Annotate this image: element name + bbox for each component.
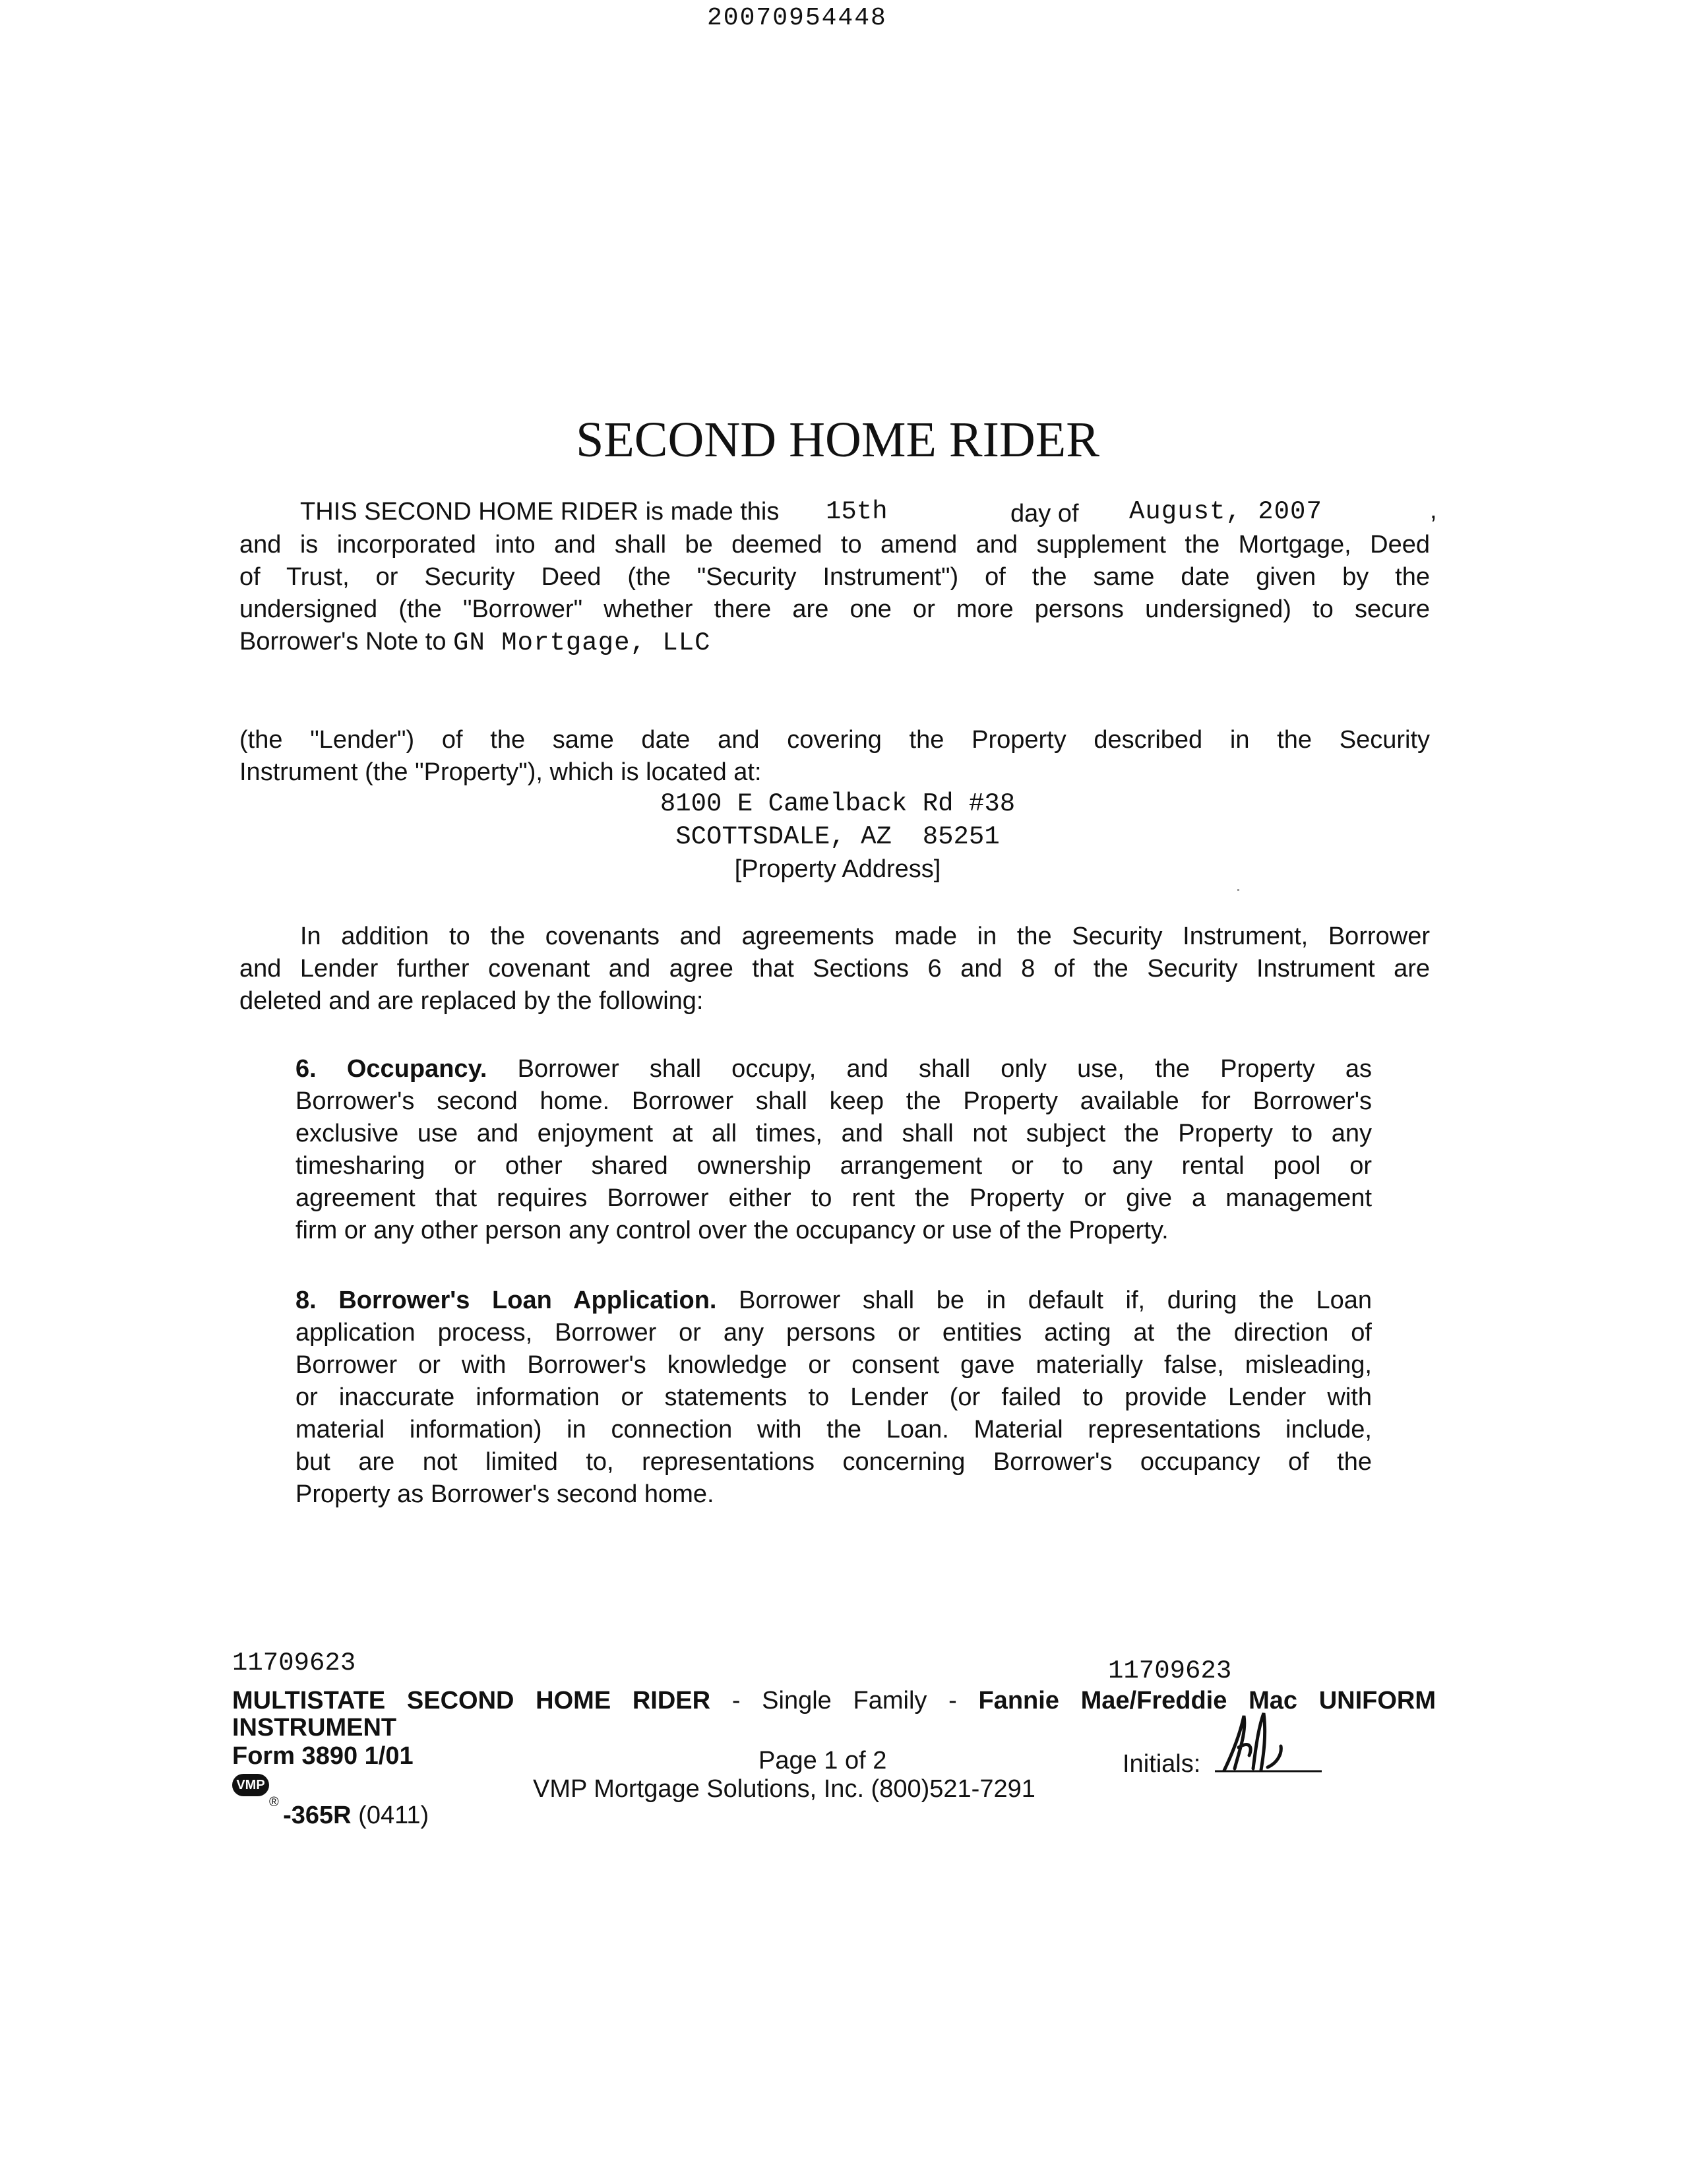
form-title-agency: Fannie Mae/Freddie Mac UNIFORM	[978, 1687, 1436, 1714]
section-8-line-1	[295, 1285, 1372, 1317]
section-8-body	[295, 1317, 1372, 1511]
covenants-paragraph	[239, 953, 1430, 1017]
initials-signature-mark	[1212, 1708, 1324, 1780]
form-title-separator: - Single Family -	[710, 1687, 979, 1714]
intro-line-1	[300, 496, 779, 528]
section-6-line-5: agreement that requires Borrower either to rent the Property or give a management	[295, 1184, 1372, 1212]
form-code-number: -365R	[283, 1802, 352, 1829]
recording-number: 20070954448	[707, 4, 887, 32]
lender-paragraph	[239, 724, 1430, 789]
initials-label: Initials:	[1123, 1750, 1201, 1778]
section-6-body	[295, 1085, 1372, 1247]
form-code-date: (0411)	[351, 1802, 429, 1829]
day-of-label: day of	[1010, 500, 1079, 528]
initials-signature	[1212, 1708, 1324, 1784]
intro-line-4: undersigned (the "Borrower" whether there are one or more persons undersigned) to secure	[239, 595, 1430, 623]
section-6-line-3: exclusive use and enjoyment at all times, and shall not subject the Property to any	[295, 1120, 1372, 1147]
form-code	[269, 1770, 429, 1831]
property-address-line-1: 8100 E Camelback Rd #38	[660, 789, 1016, 818]
property-address-caption: [Property Address]	[734, 855, 941, 883]
rider-month-year: August, 2007	[1129, 497, 1322, 526]
section-6-line-2: Borrower's second home. Borrower shall keep the Property available for Borrower's	[295, 1087, 1372, 1115]
section-8-line-5: material information) in connection with the Loan. Material representations include,	[295, 1416, 1372, 1443]
rider-day: 15th	[826, 497, 888, 526]
trailing-comma: ,	[1430, 497, 1437, 524]
section-6-line-1	[295, 1053, 1372, 1085]
intro-line-3: of Trust, or Security Deed (the "Security Instrument") of the same date given by the	[239, 563, 1430, 591]
form-number: Form 3890 1/01	[232, 1742, 414, 1770]
form-title-main: MULTISTATE SECOND HOME RIDER	[232, 1687, 711, 1714]
lender-line-2: Instrument (the "Property"), which is located at:	[239, 758, 762, 786]
registered-mark: ®	[269, 1795, 279, 1809]
section-8-line-6: but are not limited to, representations concerning Borrower's occupancy of the	[295, 1448, 1372, 1476]
property-address-line-2: SCOTTSDALE, AZ 85251	[675, 822, 1000, 851]
form-title-line-2: INSTRUMENT	[232, 1714, 397, 1742]
intro-paragraph	[239, 529, 1430, 626]
section-8-line-4: or inaccurate information or statements to Lender (or failed to provide Lender with	[295, 1383, 1372, 1411]
section-6-line-1-text: Borrower shall occupy, and shall only use, the Property as	[517, 1055, 1372, 1083]
section-8-line-7: Property as Borrower's second home.	[295, 1480, 714, 1508]
page-indicator: Page 1 of 2	[758, 1747, 887, 1774]
loan-number-right: 11709623	[1108, 1656, 1232, 1685]
covenants-line-2: and Lender further covenant and agree that Sections 6 and 8 of the Security Instrument are	[239, 955, 1430, 983]
section-8-line-3: Borrower or with Borrower's knowledge or consent gave materially false, misleading,	[295, 1351, 1372, 1379]
covenants-line-3: deleted and are replaced by the following:	[239, 987, 704, 1015]
lender-line-1: (the "Lender") of the same date and covering the Property described in the Security	[239, 726, 1430, 754]
section-6-line-6: firm or any other person any control over the occupancy or use of the Property.	[295, 1217, 1169, 1244]
section-8-heading: 8. Borrower's Loan Application.	[295, 1287, 717, 1314]
section-8-line-2: application process, Borrower or any persons or entities acting at the direction of	[295, 1319, 1372, 1347]
intro-prefix: THIS SECOND HOME RIDER is made this	[300, 498, 780, 526]
intro-line-2: and is incorporated into and shall be deemed to amend and supplement the Mortgage, Deed	[239, 531, 1430, 559]
lender-name: GN Mortgage, LLC	[453, 628, 711, 657]
covenants-line-1: In addition to the covenants and agreements made in the Security Instrument, Borrower	[300, 923, 1430, 950]
section-6-line-4: timesharing or other shared ownership arrangement or to any rental pool or	[295, 1152, 1372, 1180]
intro-note-prefix: Borrower's Note to	[239, 628, 447, 655]
section-8-line-1-text: Borrower shall be in default if, during the Loan	[739, 1287, 1372, 1314]
publisher-line: VMP Mortgage Solutions, Inc. (800)521-7291	[533, 1775, 1035, 1803]
document-title: SECOND HOME RIDER	[576, 412, 1099, 468]
section-6-heading: 6. Occupancy.	[295, 1055, 487, 1083]
loan-number-left: 11709623	[232, 1649, 356, 1678]
scan-speck	[1237, 889, 1239, 891]
intro-line-5	[239, 626, 711, 659]
vmp-logo-icon: VMP	[232, 1774, 269, 1796]
